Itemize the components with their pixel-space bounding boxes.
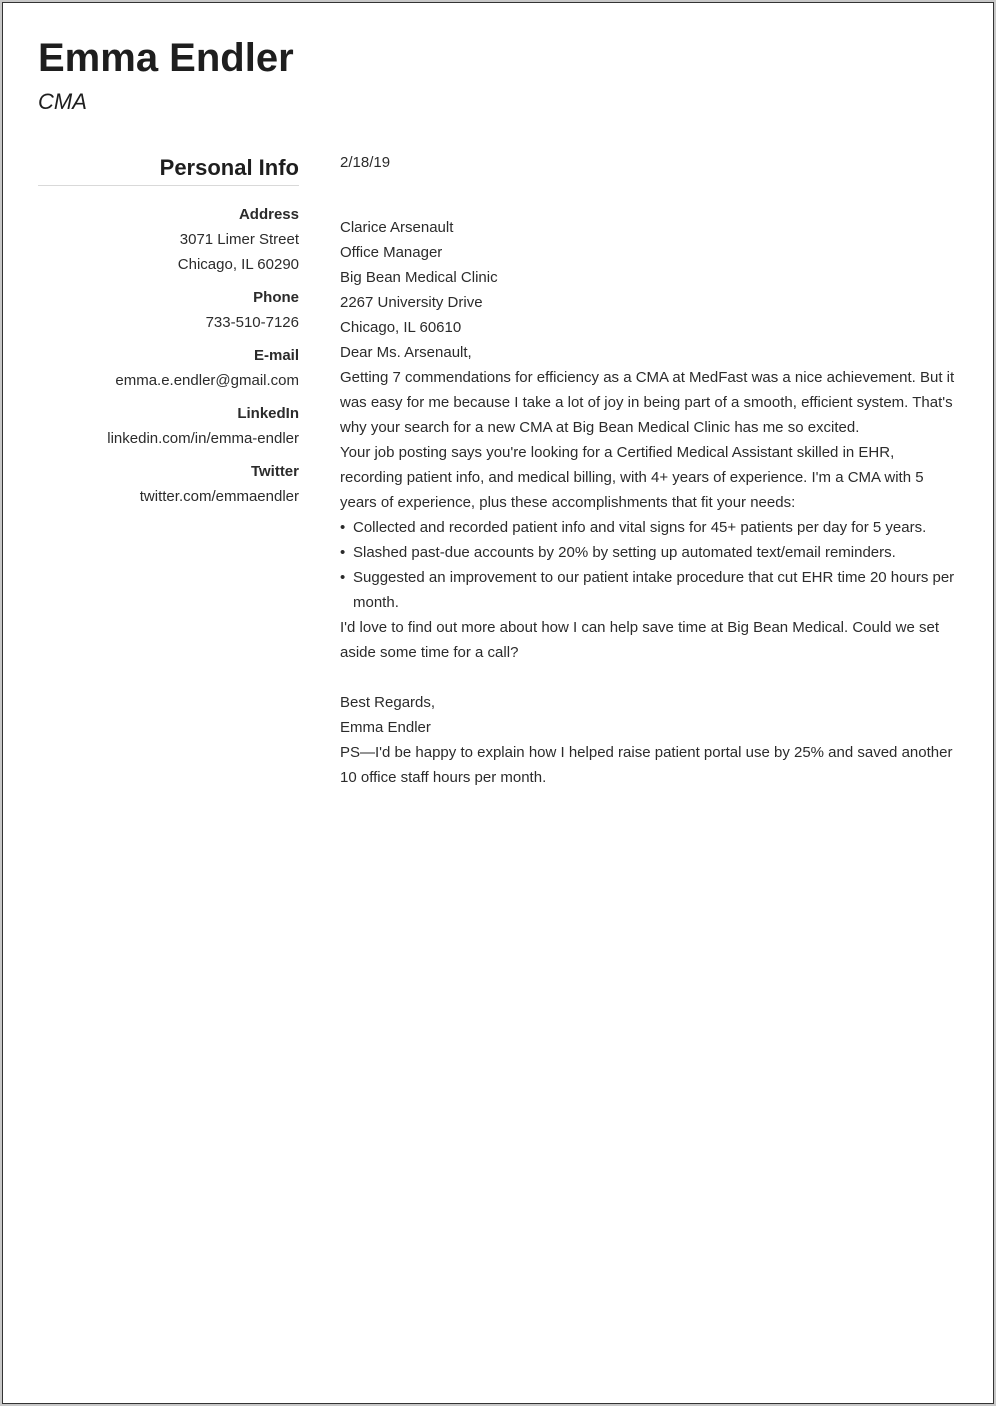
bullet-icon: • [340, 544, 346, 561]
bullet-icon: • [340, 519, 346, 536]
linkedin-label: LinkedIn [237, 405, 299, 422]
bullet-icon: • [340, 569, 346, 586]
applicant-title: CMA [38, 89, 87, 114]
list-item [340, 540, 960, 565]
recipient-title: Office Manager [340, 244, 443, 261]
address-line-1: 3071 Limer Street [179, 231, 299, 248]
postscript: PS—I'd be happy to explain how I helped raise patient portal use by 25% and saved another 10 office staff hours per month. [340, 744, 953, 786]
twitter-group [38, 459, 299, 509]
list-item [340, 515, 960, 540]
email-value[interactable]: emma.e.endler@gmail.com [115, 372, 299, 389]
recipient-street: 2267 University Drive [340, 294, 483, 311]
closing-block [340, 690, 960, 740]
letter-date: 2/18/19 [340, 154, 391, 171]
letter-body [340, 150, 960, 790]
phone-label: Phone [253, 289, 299, 306]
email-label: E-mail [253, 347, 299, 364]
salutation: Dear Ms. Arsenault, [340, 344, 472, 361]
recipient-city: Chicago, IL 60610 [340, 319, 462, 336]
phone-group [38, 285, 299, 335]
twitter-value[interactable]: twitter.com/emmaendler [139, 488, 299, 505]
recipient-name: Clarice Arsenault [340, 219, 454, 236]
personal-info-heading: Personal Info [38, 152, 299, 186]
address-line-2: Chicago, IL 60290 [177, 256, 299, 273]
list-item-text: Suggested an improvement to our patient intake procedure that cut EHR time 20 hours per month. [353, 569, 955, 611]
signature: Emma Endler [340, 719, 431, 736]
linkedin-group [38, 401, 299, 451]
recipient-company: Big Bean Medical Clinic [340, 269, 498, 286]
paragraph-qualifications: Your job posting says you're looking for a Certified Medical Assistant skilled in EHR, recording patient info, and medical billing, with 4+ years of experience. I'm a CMA with 5 years of experience, plus these accomplishments that fit your needs: [340, 444, 924, 511]
twitter-label: Twitter [250, 463, 299, 480]
list-item-text: Slashed past-due accounts by 20% by setting up automated text/email reminders. [353, 544, 896, 561]
applicant-name: Emma Endler [38, 36, 294, 80]
list-item-text: Collected and recorded patient info and vital signs for 45+ patients per day for 5 years. [353, 519, 927, 536]
closing-phrase: Best Regards, [340, 694, 436, 711]
address-group [38, 202, 299, 277]
paragraph-call-to-action: I'd love to find out more about how I can help save time at Big Bean Medical. Could we set aside some time for a call? [340, 619, 940, 661]
list-item [340, 565, 960, 615]
paragraph-intro: Getting 7 commendations for efficiency as a CMA at MedFast was a nice achievement. But it was easy for me because I take a lot of joy in being part of a smooth, efficient system. That's why your search for a new CMA at Big Bean Medical Clinic has me so excited. [340, 369, 955, 436]
accomplishments-list [340, 515, 960, 615]
email-group [38, 343, 299, 393]
address-label: Address [238, 206, 299, 223]
personal-info-sidebar [38, 152, 299, 509]
recipient-block [340, 215, 960, 340]
phone-value: 733-510-7126 [205, 314, 299, 331]
linkedin-value[interactable]: linkedin.com/in/emma-endler [107, 430, 299, 447]
